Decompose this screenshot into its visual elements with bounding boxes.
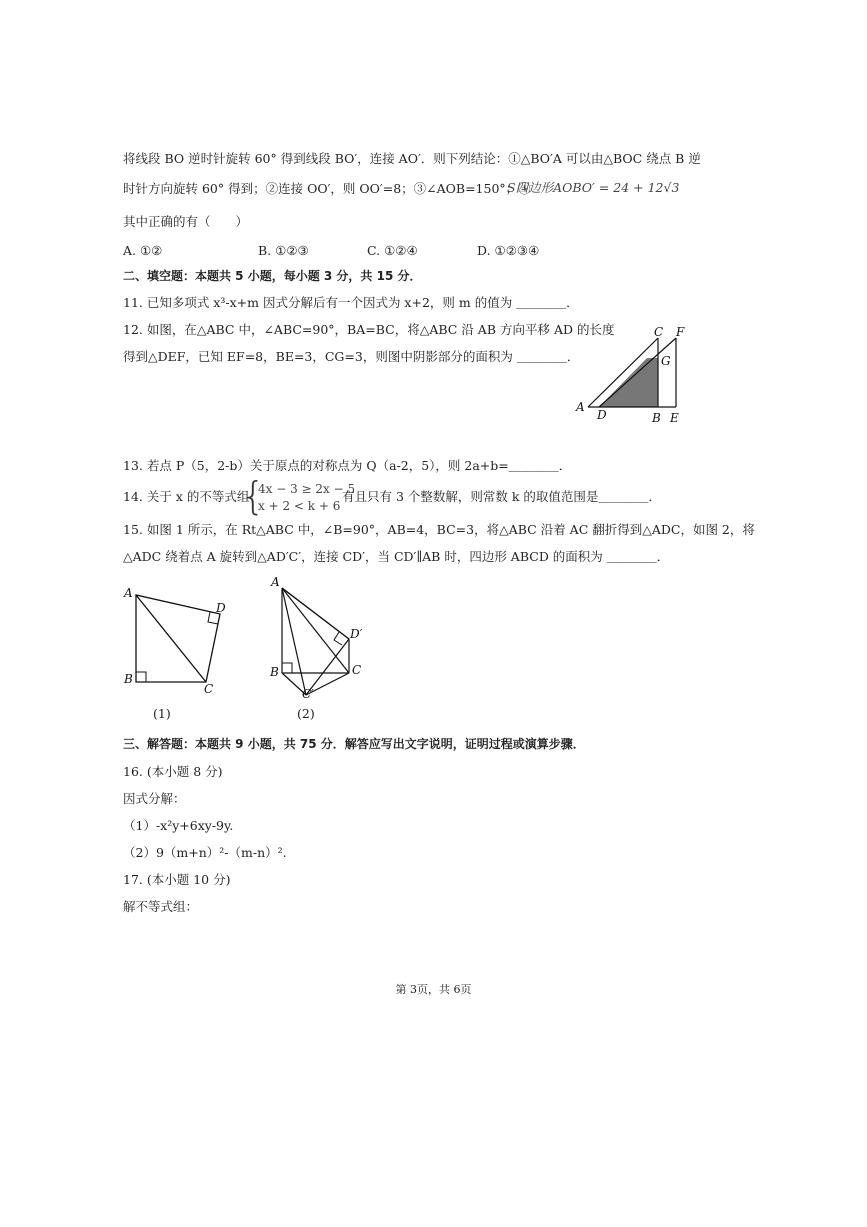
fig1-label-b: B <box>124 672 133 686</box>
label-d: D <box>597 408 607 422</box>
q10-line3: 其中正确的有（ ） <box>123 214 249 229</box>
quad-abcd <box>136 595 220 682</box>
fig2-label-c-prime: C′ <box>302 687 314 699</box>
fig2-label-c: C <box>352 663 362 677</box>
label-f: F <box>676 325 685 339</box>
q16-title: 16. (本小题 8 分) <box>123 764 223 779</box>
right-angle-b <box>136 672 146 682</box>
section2-heading: 二、填空题：本题共 5 小题，每小题 3 分，共 15 分． <box>123 269 422 283</box>
q16-intro: 因式分解： <box>123 791 186 806</box>
q10-line2: 时针方向旋转 60° 得到；②连接 OO′，则 OO′=8；③∠AOB=150°；④ <box>123 181 531 196</box>
q15-line2: △ADC 绕着点 A 旋转到△AD′C′，连接 CD′，当 CD′∥AB 时，四边形 ABCD 的面积为 ＿＿＿＿． <box>123 549 670 564</box>
section3-heading: 三、解答题：本题共 9 小题，共 75 分．解答应写出文字说明，证明过程或演算步骤． <box>123 737 585 751</box>
q17-title: 17. (本小题 10 分) <box>123 872 231 887</box>
label-a: A <box>576 400 585 414</box>
q10-line1: 将线段 BO 逆时针旋转 60° 得到线段 BO′，连接 AO′．则下列结论：①△BO′A 可以由△BOC 绕点 B 逆 <box>123 151 701 166</box>
q10-option-a: A. ①② <box>123 243 163 258</box>
q12-line2: 得到△DEF，已知 EF=8，BE=3，CG=3，则图中阴影部分的面积为 ＿＿＿＿． <box>123 349 580 364</box>
page-footer: 第 3页，共 6页 <box>395 983 472 996</box>
q14-inequality-2: x + 2 < k + 6 <box>258 499 341 513</box>
q14-prefix: 14. 关于 x 的不等式组 <box>123 489 250 504</box>
fig1-caption: (1) <box>153 706 171 721</box>
q16-part1: （1）-x²y+6xy-9y. <box>123 818 234 833</box>
label-c: C <box>654 325 664 339</box>
right-angle-d2 <box>334 632 342 645</box>
q12-line1: 12. 如图，在△ABC 中，∠ABC=90°，BA=BC，将△ABC 沿 AB 方向平移 AD 的长度 <box>123 322 615 337</box>
fig2-label-d-prime: D′ <box>350 627 363 641</box>
q17-intro: 解不等式组： <box>123 899 199 914</box>
fig2-caption: (2) <box>297 706 315 721</box>
q10-option-c: C. ①②④ <box>367 243 418 258</box>
fig2-label-b: B <box>270 665 279 679</box>
q16-part2: （2）9（m+n）²-（m-n）². <box>123 845 287 860</box>
q12-figure <box>572 325 702 425</box>
q10-option-b: B. ①②③ <box>258 243 309 258</box>
q10-formula: S四边形AOBO′ = 24 + 12√3 <box>507 180 680 195</box>
q10-option-d: D. ①②③④ <box>477 243 540 258</box>
q13-text: 13. 若点 P（5，2-b）关于原点的对称点为 Q（a-2，5），则 2a+b=＿＿＿＿． <box>123 458 572 473</box>
q14-suffix: 有且只有 3 个整数解，则常数 k 的取值范围是＿＿＿＿． <box>342 489 661 504</box>
label-b: B <box>652 411 661 425</box>
fig2-label-a: A <box>271 575 280 589</box>
right-angle-b2 <box>282 663 292 673</box>
q15-figure-1 <box>120 585 230 695</box>
fig1-label-a: A <box>124 586 133 600</box>
q15-line1: 15. 如图 1 所示，在 Rt△ABC 中，∠B=90°，AB=4，BC=3，将△ABC 沿着 AC 翻折得到△ADC，如图 2，将 <box>123 522 755 537</box>
label-g: G <box>661 354 671 368</box>
fig1-label-c: C <box>204 682 214 695</box>
q14-inequality-1: 4x − 3 ≥ 2x − 5 <box>258 482 356 496</box>
q11-text: 11. 已知多项式 x³-x+m 因式分解后有一个因式为 x+2，则 m 的值为 ＿＿＿＿． <box>123 295 579 310</box>
label-e: E <box>670 411 679 425</box>
q14-brace: { <box>241 474 266 518</box>
fig1-label-d: D <box>216 601 226 615</box>
q15-figure-2 <box>268 574 378 699</box>
